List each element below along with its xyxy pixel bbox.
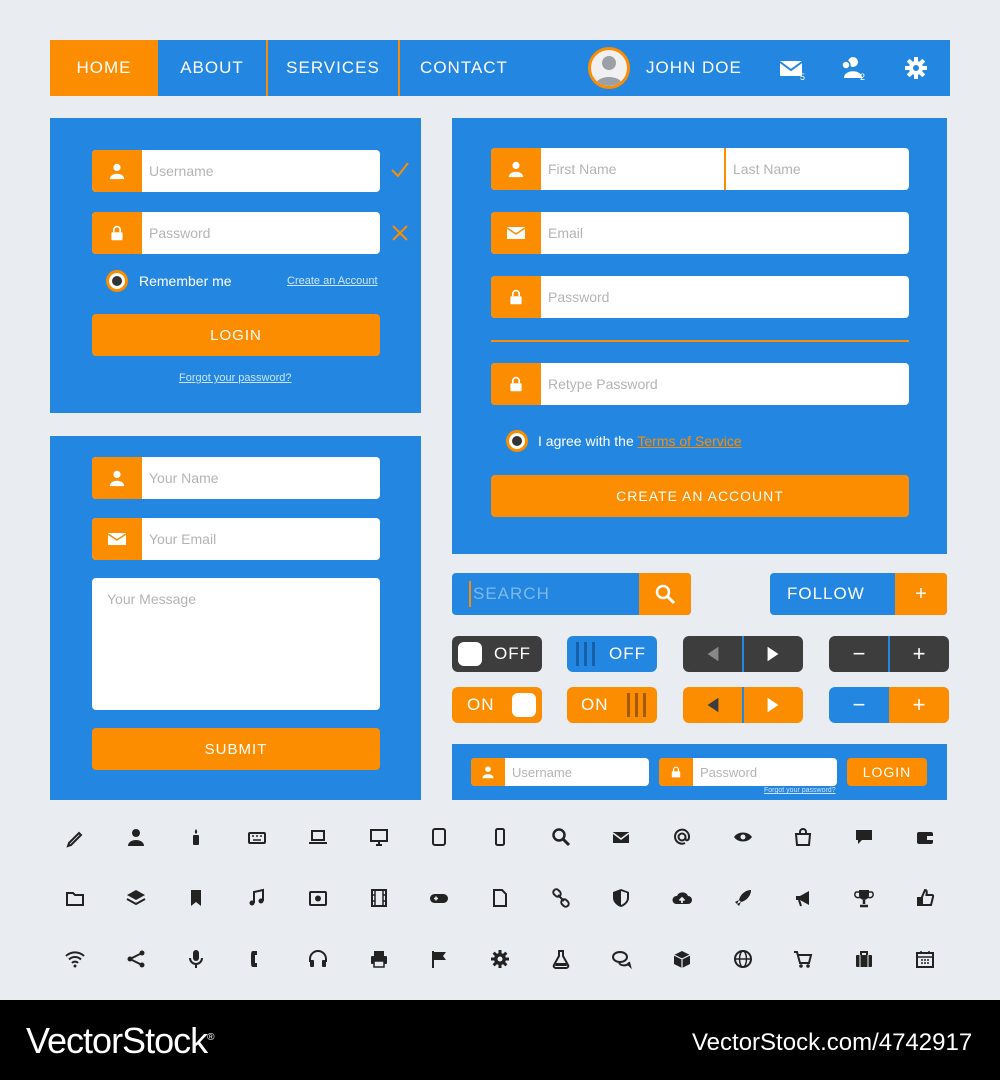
chat-bubbles-icon xyxy=(610,948,632,970)
agree-label xyxy=(538,433,742,449)
name-fields[interactable] xyxy=(491,148,909,190)
gamepad-icon xyxy=(428,887,450,909)
email-field[interactable] xyxy=(491,212,909,254)
keyboard-icon xyxy=(246,826,268,848)
briefcase-icon xyxy=(853,948,875,970)
folder-icon xyxy=(64,887,86,909)
name-field[interactable] xyxy=(92,457,380,499)
plus-icon[interactable]: + xyxy=(895,573,947,615)
grip-icon xyxy=(627,693,649,717)
thumbs-up-icon xyxy=(914,887,936,909)
plus-button[interactable]: + xyxy=(912,641,926,666)
inline-password-placeholder: Password xyxy=(700,764,758,780)
minus-button[interactable]: − xyxy=(852,641,866,666)
toggle-off-dark[interactable] xyxy=(452,636,542,672)
user-icon xyxy=(125,826,147,848)
arrow-pager-orange xyxy=(683,687,803,723)
next-arrow-icon[interactable] xyxy=(743,636,803,672)
box-icon xyxy=(671,948,693,970)
toggle-label: ON xyxy=(467,695,495,714)
agree-text: I agree with the xyxy=(538,433,634,449)
lighter-icon xyxy=(185,826,207,848)
stepper-blue-orange xyxy=(829,687,949,723)
search-bar[interactable] xyxy=(452,573,691,615)
user-name[interactable]: JOHN DOE xyxy=(646,58,742,77)
phone-icon xyxy=(489,826,511,848)
prev-arrow-icon[interactable] xyxy=(683,636,743,672)
nav-contact[interactable]: CONTACT xyxy=(420,58,508,77)
file-icon xyxy=(489,887,511,909)
inline-login-button[interactable]: LOGIN xyxy=(847,758,927,786)
film-icon xyxy=(368,887,390,909)
wifi-icon xyxy=(64,948,86,970)
flag-icon xyxy=(428,948,450,970)
mail-icon[interactable] xyxy=(778,54,806,82)
message-placeholder: Your Message xyxy=(107,591,196,607)
envelope-icon xyxy=(92,518,142,560)
follow-label: FOLLOW xyxy=(787,584,865,603)
brand-text: VectorStock xyxy=(26,1020,208,1061)
inline-password-field[interactable] xyxy=(659,758,837,786)
email-field[interactable] xyxy=(92,518,380,560)
invalid-x-icon xyxy=(390,223,410,248)
user-icon xyxy=(92,150,142,192)
divider xyxy=(491,340,909,342)
field-divider xyxy=(724,148,726,190)
bag-icon xyxy=(792,826,814,848)
remember-label: Remember me xyxy=(139,273,232,289)
lock-icon xyxy=(659,758,693,786)
retype-password-field[interactable] xyxy=(491,363,909,405)
username-placeholder: Username xyxy=(149,163,214,179)
user-icon xyxy=(92,457,142,499)
password-field[interactable] xyxy=(491,276,909,318)
register-card xyxy=(452,118,947,554)
inline-login-bar xyxy=(452,744,947,800)
handset-icon xyxy=(246,948,268,970)
inline-username-field[interactable] xyxy=(471,758,649,786)
valid-check-icon xyxy=(390,160,410,185)
name-placeholder: Your Name xyxy=(149,470,219,486)
link-icon xyxy=(550,887,572,909)
last-name-placeholder[interactable]: Last Name xyxy=(733,161,801,177)
flask-icon xyxy=(550,948,572,970)
watermark-url: VectorStock.com/4742917 xyxy=(692,1029,973,1056)
toggle-label: OFF xyxy=(609,644,646,663)
toggle-label: ON xyxy=(581,695,609,714)
tablet-icon xyxy=(428,826,450,848)
login-card xyxy=(50,118,421,413)
cloud-upload-icon xyxy=(671,887,693,909)
password-field[interactable] xyxy=(92,212,380,254)
toggle-on-orange[interactable] xyxy=(452,687,542,723)
search-placeholder[interactable]: SEARCH xyxy=(473,584,550,603)
watermark-footer xyxy=(0,1000,1000,1080)
toggle-label: OFF xyxy=(494,644,531,663)
contact-card xyxy=(50,436,421,800)
search-icon xyxy=(550,826,572,848)
toggle-off-blue[interactable] xyxy=(567,636,657,672)
envelope-icon xyxy=(491,212,541,254)
layers-icon xyxy=(125,887,147,909)
email-placeholder: Your Email xyxy=(149,531,217,547)
megaphone-icon xyxy=(792,887,814,909)
laptop-icon xyxy=(307,826,329,848)
text-cursor xyxy=(469,581,471,607)
toggle-on-grip[interactable] xyxy=(567,687,657,723)
trophy-icon xyxy=(853,887,875,909)
search-icon[interactable] xyxy=(639,573,691,615)
retype-placeholder: Retype Password xyxy=(548,376,658,392)
settings-gear-icon[interactable] xyxy=(902,54,930,82)
prev-arrow-icon[interactable] xyxy=(683,687,743,723)
calendar-icon xyxy=(914,948,936,970)
printer-icon xyxy=(368,948,390,970)
remember-radio[interactable] xyxy=(106,270,128,292)
toggle-knob xyxy=(458,642,482,666)
user-icon xyxy=(471,758,505,786)
arrow-pager-dark xyxy=(683,636,803,672)
username-field[interactable] xyxy=(92,150,380,192)
nav-home[interactable]: HOME xyxy=(50,40,158,96)
rocket-icon xyxy=(732,887,754,909)
headphones-icon xyxy=(307,948,329,970)
friend-count: 2 xyxy=(860,72,866,82)
cart-icon xyxy=(792,948,814,970)
microphone-icon xyxy=(185,948,207,970)
plus-button[interactable]: + xyxy=(889,687,949,723)
nav-about[interactable]: ABOUT xyxy=(180,58,244,77)
create-account-button[interactable]: CREATE AN ACCOUNT xyxy=(491,475,909,517)
watermark-brand xyxy=(26,1020,213,1062)
mail-icon xyxy=(610,826,632,848)
mail-count: 5 xyxy=(800,72,806,82)
registered-mark: ® xyxy=(207,1032,214,1043)
first-name-placeholder[interactable]: First Name xyxy=(548,161,617,177)
friends-icon[interactable] xyxy=(838,54,866,82)
create-account-link[interactable]: Create an Account xyxy=(287,275,378,287)
agree-radio[interactable] xyxy=(506,430,528,452)
submit-button[interactable]: SUBMIT xyxy=(92,728,380,770)
lock-icon xyxy=(491,276,541,318)
photo-icon xyxy=(307,887,329,909)
follow-button[interactable] xyxy=(770,573,947,615)
toggle-knob xyxy=(512,693,536,717)
password-placeholder: Password xyxy=(149,225,211,241)
share-icon xyxy=(125,948,147,970)
login-button[interactable]: LOGIN xyxy=(92,314,380,356)
bookmark-icon xyxy=(185,887,207,909)
message-textarea[interactable] xyxy=(92,578,380,710)
shield-icon xyxy=(610,887,632,909)
pencil-icon xyxy=(64,826,86,848)
next-arrow-icon[interactable] xyxy=(743,687,803,723)
globe-icon xyxy=(732,948,754,970)
eye-icon xyxy=(732,826,754,848)
avatar[interactable] xyxy=(588,47,630,89)
gear-icon xyxy=(489,948,511,970)
grip-icon xyxy=(576,642,598,666)
minus-button[interactable]: − xyxy=(852,692,866,717)
email-placeholder: Email xyxy=(548,225,584,241)
nav-services[interactable]: SERVICES xyxy=(286,58,380,77)
stepper-dark xyxy=(829,636,949,672)
wallet-icon xyxy=(914,826,936,848)
inline-username-placeholder: Username xyxy=(512,764,572,780)
top-nav xyxy=(50,40,950,96)
music-icon xyxy=(246,887,268,909)
lock-icon xyxy=(491,363,541,405)
terms-link[interactable]: Terms of Service xyxy=(637,433,742,449)
chat-icon xyxy=(853,826,875,848)
user-icon xyxy=(491,148,541,190)
at-icon xyxy=(671,826,693,848)
lock-icon xyxy=(92,212,142,254)
monitor-icon xyxy=(368,826,390,848)
inline-forgot-link[interactable]: Forgot your password? xyxy=(764,787,836,794)
forgot-password-link[interactable]: Forgot your password? xyxy=(179,372,292,384)
password-placeholder: Password xyxy=(548,289,610,305)
